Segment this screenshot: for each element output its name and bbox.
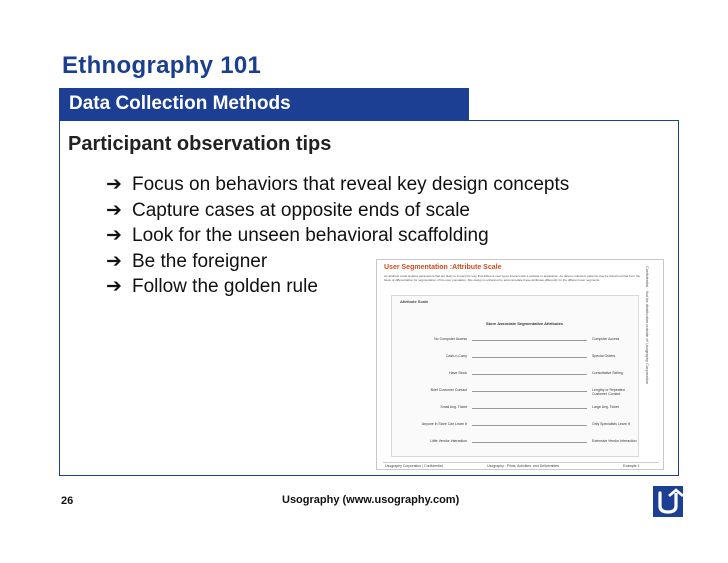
thumbnail-title: User Segmentation :Attribute Scale xyxy=(384,264,502,271)
arrow-right-icon: ➔ xyxy=(106,250,122,272)
bullet-text: Be the foreigner xyxy=(132,250,268,272)
attribute-row xyxy=(392,405,638,415)
bullet-text: Capture cases at opposite ends of scale xyxy=(132,199,470,221)
scale-arrow xyxy=(472,357,587,358)
attribute-left: Small Avg. Ticket xyxy=(440,405,467,409)
attribute-right: Lengthy or Repeated Customer Contact xyxy=(592,388,625,396)
usography-logo-icon xyxy=(653,486,683,517)
attribute-left: Have Stock xyxy=(449,371,467,375)
scale-arrow xyxy=(472,340,587,341)
attribute-scale-thumbnail xyxy=(376,259,664,470)
attribute-right: Consultative Selling xyxy=(592,371,623,375)
thumbnail-footer-mid: Usography : Pilots, Activities, and Deliverables xyxy=(487,464,559,468)
attribute-row xyxy=(392,439,638,449)
arrow-right-icon: ➔ xyxy=(106,199,122,221)
bullet-item xyxy=(106,172,569,198)
attribute-left: Little Vendor Interaction xyxy=(430,439,467,443)
thumbnail-footer xyxy=(383,462,659,469)
scale-arrow xyxy=(472,442,587,443)
section-header-label: Data Collection Methods xyxy=(69,93,291,114)
attribute-left: Brief Customer Contact xyxy=(430,388,467,392)
scale-arrow xyxy=(472,408,587,409)
usography-logo-icon xyxy=(653,486,683,517)
attribute-left: No Computer Access xyxy=(434,337,467,341)
attribute-row xyxy=(392,422,638,432)
bullet-text: Look for the unseen behavioral scaffolding xyxy=(132,225,489,246)
bullet-text: Focus on behaviors that reveal key design concepts xyxy=(132,174,570,195)
arrow-right-icon: ➔ xyxy=(106,225,122,246)
scale-header: Store Associate Segmentative Attributes xyxy=(486,321,564,326)
attribute-right: Special Orders xyxy=(592,354,616,358)
bullet-text: Follow the golden rule xyxy=(132,276,318,297)
thumbnail-footer-left: Usography Corporation | Confidential xyxy=(385,464,443,468)
attribute-right: Extensive Vendor Interaction xyxy=(592,439,637,443)
attribute-scale-panel xyxy=(391,295,639,457)
thumbnail-footer-right: Example 1 xyxy=(623,464,640,468)
slide-title: Ethnography 101 xyxy=(62,52,262,79)
thumbnail-intro: An attribute scale isolates parameters that are likely to impact the way that different user types interact with a website or application. As data is collected, patterns may be discerned that form the basis of differentiation for segmentation of the user population. Site design is enhanced to accommodate these attributes differently for the different user segments. xyxy=(384,274,641,282)
attribute-left: Cash-n-Carry xyxy=(445,354,467,358)
attribute-row xyxy=(392,354,638,364)
arrow-right-icon: ➔ xyxy=(106,174,122,195)
attribute-row xyxy=(392,337,638,347)
thumbnail-side-note: Confidential · Not for distribution outside of Usography Corporation xyxy=(645,266,650,385)
attribute-right: Computer Access xyxy=(592,337,620,341)
content-subtitle: Participant observation tips xyxy=(68,133,332,155)
attribute-row xyxy=(392,388,638,398)
footer-credit: Usography (www.usography.com) xyxy=(282,494,460,506)
scale-arrow xyxy=(472,425,587,426)
scale-arrow xyxy=(472,374,587,375)
scale-title: Attribute Scale xyxy=(400,299,429,304)
bullet-item xyxy=(106,198,569,224)
arrow-right-icon: ➔ xyxy=(106,276,122,297)
attribute-right: Only Specialists Learn It xyxy=(592,422,630,426)
scale-arrow xyxy=(472,391,587,392)
bullet-item xyxy=(106,223,569,249)
attribute-row xyxy=(392,371,638,381)
page-number: 26 xyxy=(61,495,74,507)
section-header-bar xyxy=(59,88,469,120)
attribute-right: Large Avg. Ticket xyxy=(592,405,619,409)
attribute-left: Anyone in Store Can Learn It xyxy=(421,422,467,426)
